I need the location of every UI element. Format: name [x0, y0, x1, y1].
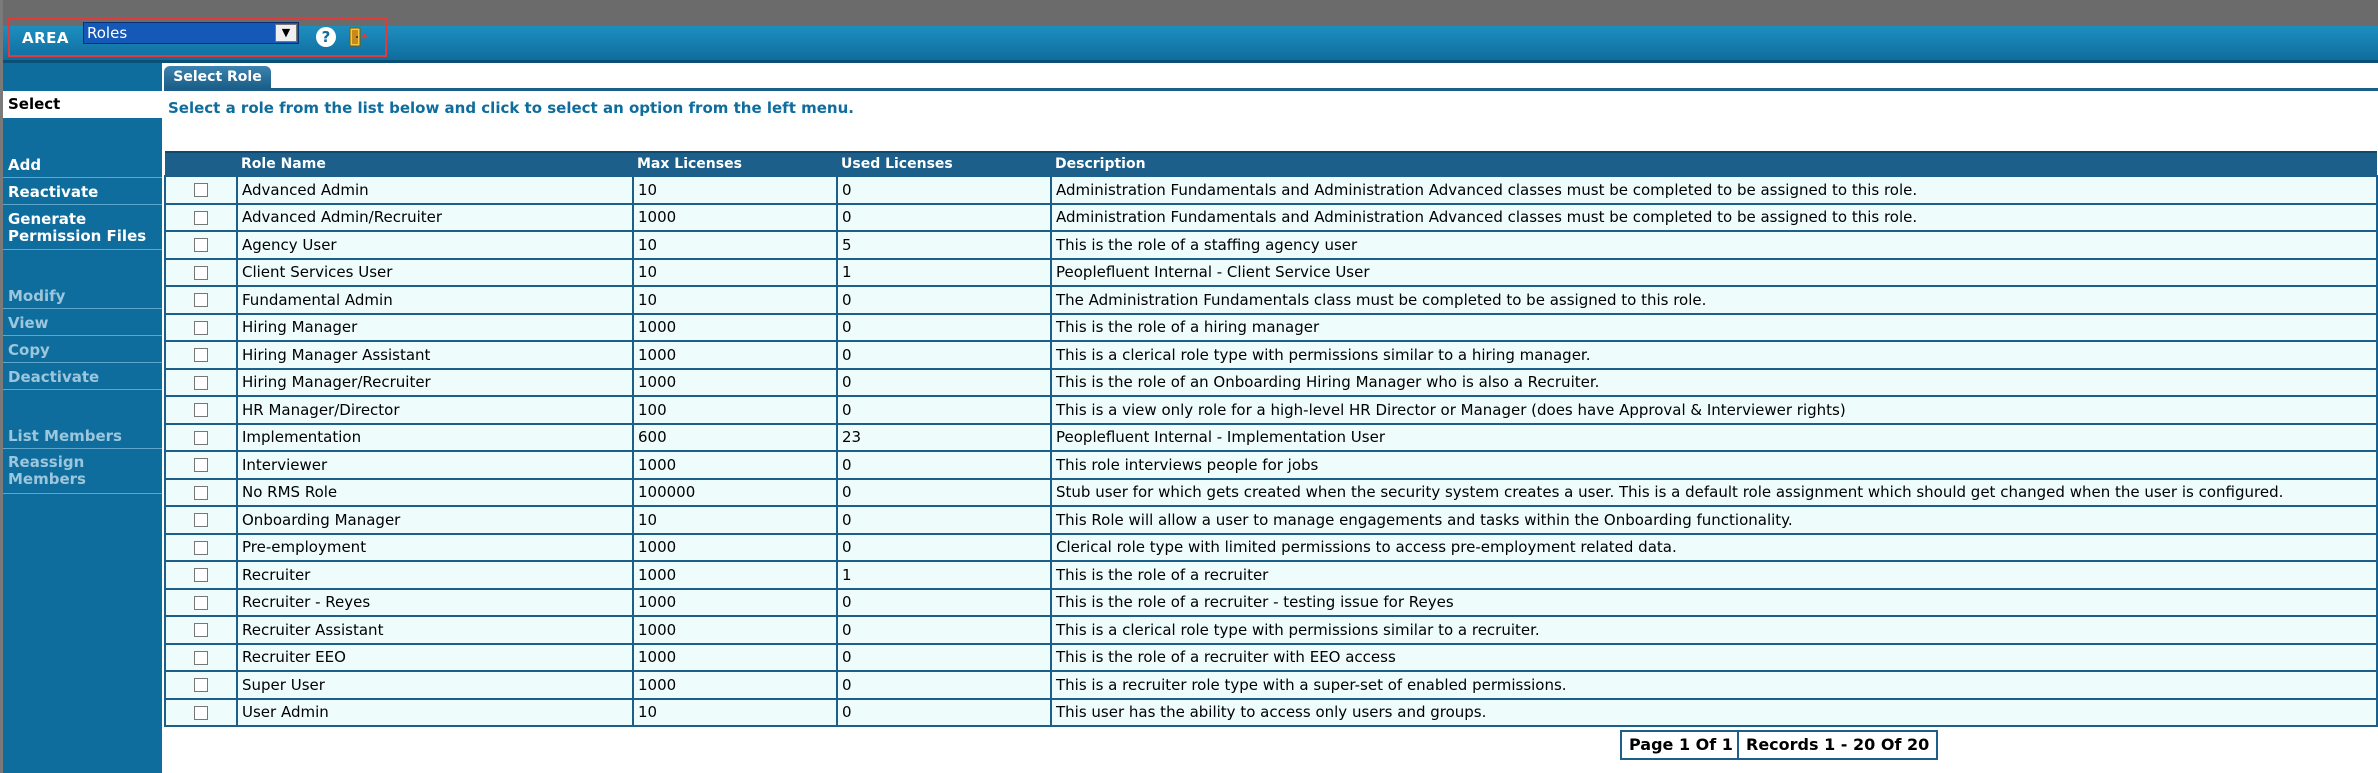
row-checkbox[interactable]	[194, 568, 208, 582]
sidebar-item-reassign-members[interactable]: Reassign Members	[3, 450, 162, 494]
sidebar-item-copy[interactable]: Copy	[3, 337, 162, 363]
cell-role-name: Agency User	[237, 231, 633, 259]
help-icon[interactable]: ?	[316, 27, 336, 47]
cell-used-licenses: 0	[837, 534, 1051, 562]
cell-used-licenses: 0	[837, 479, 1051, 507]
cell-role-name: Recruiter	[237, 561, 633, 589]
table-row[interactable]	[165, 424, 2377, 452]
cell-role-name: Recruiter - Reyes	[237, 589, 633, 617]
cell-used-licenses: 23	[837, 424, 1051, 452]
table-row[interactable]	[165, 699, 2377, 727]
cell-max-licenses: 1000	[633, 671, 837, 699]
cell-max-licenses: 1000	[633, 561, 837, 589]
roles-table	[164, 151, 2378, 727]
cell-role-name: Advanced Admin/Recruiter	[237, 204, 633, 232]
row-checkbox[interactable]	[194, 238, 208, 252]
cell-used-licenses: 5	[837, 231, 1051, 259]
row-checkbox	[165, 644, 237, 672]
cell-used-licenses: 0	[837, 369, 1051, 397]
row-checkbox	[165, 341, 237, 369]
area-label: AREA	[22, 29, 70, 47]
cell-max-licenses: 1000	[633, 341, 837, 369]
cell-role-name: Recruiter EEO	[237, 644, 633, 672]
cell-role-name: Super User	[237, 671, 633, 699]
table-row[interactable]	[165, 314, 2377, 342]
tab-select-role[interactable]: Select Role	[164, 66, 271, 88]
row-checkbox[interactable]	[194, 513, 208, 527]
row-checkbox[interactable]	[194, 266, 208, 280]
area-selected-value: Roles	[87, 24, 128, 42]
cell-used-licenses: 1	[837, 259, 1051, 287]
cell-role-name: Recruiter Assistant	[237, 616, 633, 644]
row-checkbox[interactable]	[194, 348, 208, 362]
cell-role-name: Client Services User	[237, 259, 633, 287]
table-row[interactable]	[165, 671, 2377, 699]
table-row[interactable]	[165, 341, 2377, 369]
row-checkbox	[165, 699, 237, 727]
cell-used-licenses: 0	[837, 451, 1051, 479]
cell-max-licenses: 600	[633, 424, 837, 452]
table-row[interactable]	[165, 176, 2377, 204]
row-checkbox	[165, 259, 237, 287]
row-checkbox	[165, 479, 237, 507]
row-checkbox[interactable]	[194, 431, 208, 445]
cell-used-licenses: 0	[837, 341, 1051, 369]
cell-description: This is the role of a staffing agency user	[1051, 231, 2377, 259]
column-header-used-licenses: Used Licenses	[837, 152, 1051, 176]
cell-role-name: User Admin	[237, 699, 633, 727]
cell-used-licenses: 0	[837, 589, 1051, 617]
cell-max-licenses: 1000	[633, 369, 837, 397]
cell-description: This is the role of a recruiter	[1051, 561, 2377, 589]
column-header-role-name: Role Name	[237, 152, 633, 176]
row-checkbox	[165, 534, 237, 562]
page-indicator: Page 1 Of 1	[1620, 730, 1742, 760]
row-checkbox	[165, 451, 237, 479]
cell-description: This role interviews people for jobs	[1051, 451, 2377, 479]
cell-description: This is the role of an Onboarding Hiring Manager who is also a Recruiter.	[1051, 369, 2377, 397]
cell-description: This is a clerical role type with permissions similar to a recruiter.	[1051, 616, 2377, 644]
table-row[interactable]	[165, 396, 2377, 424]
sidebar-item-generate-permission-files[interactable]: Generate Permission Files	[3, 206, 162, 250]
row-checkbox	[165, 369, 237, 397]
cell-used-licenses: 0	[837, 286, 1051, 314]
table-row[interactable]	[165, 506, 2377, 534]
cell-used-licenses: 0	[837, 644, 1051, 672]
row-checkbox[interactable]	[194, 541, 208, 555]
window-edge	[0, 0, 3, 773]
sidebar-item-add[interactable]: Add	[3, 152, 162, 178]
table-row[interactable]	[165, 479, 2377, 507]
cell-description: Administration Fundamentals and Administration Advanced classes must be completed to be assigned to this role.	[1051, 204, 2377, 232]
area-select[interactable]	[83, 22, 299, 44]
sidebar-item-modify[interactable]: Modify	[3, 283, 162, 309]
row-checkbox[interactable]	[194, 376, 208, 390]
cell-used-licenses: 1	[837, 561, 1051, 589]
row-checkbox	[165, 506, 237, 534]
row-checkbox[interactable]	[194, 486, 208, 500]
cell-used-licenses: 0	[837, 204, 1051, 232]
cell-max-licenses: 100000	[633, 479, 837, 507]
chevron-down-icon[interactable]: ▼	[275, 24, 297, 42]
cell-description: This is a clerical role type with permissions similar to a hiring manager.	[1051, 341, 2377, 369]
column-header-max-licenses: Max Licenses	[633, 152, 837, 176]
cell-description: Stub user for which gets created when the security system creates a user. This is a default role assignment which should get changed when the user is configured.	[1051, 479, 2377, 507]
row-checkbox	[165, 176, 237, 204]
row-checkbox	[165, 561, 237, 589]
table-row[interactable]	[165, 231, 2377, 259]
cell-description: Administration Fundamentals and Administration Advanced classes must be completed to be assigned to this role.	[1051, 176, 2377, 204]
cell-used-licenses: 0	[837, 616, 1051, 644]
cell-max-licenses: 1000	[633, 616, 837, 644]
cell-used-licenses: 0	[837, 396, 1051, 424]
row-checkbox	[165, 589, 237, 617]
table-row[interactable]	[165, 561, 2377, 589]
table-row[interactable]	[165, 534, 2377, 562]
cell-max-licenses: 10	[633, 176, 837, 204]
column-header-description: Description	[1051, 152, 2377, 176]
row-checkbox	[165, 286, 237, 314]
cell-max-licenses: 10	[633, 286, 837, 314]
cell-max-licenses: 1000	[633, 451, 837, 479]
row-checkbox[interactable]	[194, 651, 208, 665]
cell-used-licenses: 0	[837, 506, 1051, 534]
table-row[interactable]	[165, 616, 2377, 644]
checkbox-column-header	[165, 152, 237, 176]
cell-description: This is a view only role for a high-level HR Director or Manager (does have Approval & Interviewer rights)	[1051, 396, 2377, 424]
cell-role-name: No RMS Role	[237, 479, 633, 507]
cell-used-licenses: 0	[837, 176, 1051, 204]
cell-role-name: Fundamental Admin	[237, 286, 633, 314]
row-checkbox[interactable]	[194, 403, 208, 417]
row-checkbox	[165, 424, 237, 452]
records-indicator: Records 1 - 20 Of 20	[1737, 730, 1938, 760]
cell-max-licenses: 1000	[633, 534, 837, 562]
table-row[interactable]	[165, 369, 2377, 397]
row-checkbox	[165, 231, 237, 259]
cell-role-name: Hiring Manager	[237, 314, 633, 342]
cell-max-licenses: 10	[633, 231, 837, 259]
table-row[interactable]	[165, 204, 2377, 232]
sidebar-item-deactivate[interactable]: Deactivate	[3, 364, 162, 390]
cell-description: This is the role of a recruiter - testing issue for Reyes	[1051, 589, 2377, 617]
sidebar-item-list-members[interactable]: List Members	[3, 423, 162, 449]
cell-role-name: Implementation	[237, 424, 633, 452]
cell-description: Peoplefluent Internal - Implementation User	[1051, 424, 2377, 452]
cell-max-licenses: 1000	[633, 644, 837, 672]
cell-max-licenses: 10	[633, 506, 837, 534]
cell-role-name: Hiring Manager Assistant	[237, 341, 633, 369]
instruction-text: Select a role from the list below and click to select an option from the left menu.	[168, 99, 854, 117]
table-header-row	[165, 152, 2377, 176]
table-row[interactable]	[165, 259, 2377, 287]
cell-max-licenses: 1000	[633, 589, 837, 617]
cell-max-licenses: 10	[633, 259, 837, 287]
cell-role-name: Advanced Admin	[237, 176, 633, 204]
exit-door-icon[interactable]	[346, 26, 368, 48]
sidebar-item-view[interactable]: View	[3, 310, 162, 336]
table-row[interactable]	[165, 644, 2377, 672]
cell-role-name: Pre-employment	[237, 534, 633, 562]
cell-role-name: Onboarding Manager	[237, 506, 633, 534]
sidebar-item-select[interactable]: Select	[3, 91, 162, 118]
row-checkbox[interactable]	[194, 596, 208, 610]
cell-role-name: HR Manager/Director	[237, 396, 633, 424]
row-checkbox[interactable]	[194, 293, 208, 307]
cell-max-licenses: 10	[633, 699, 837, 727]
cell-description: This Role will allow a user to manage engagements and tasks within the Onboarding functionality.	[1051, 506, 2377, 534]
row-checkbox	[165, 314, 237, 342]
row-checkbox[interactable]	[194, 211, 208, 225]
cell-description: This is a recruiter role type with a super-set of enabled permissions.	[1051, 671, 2377, 699]
row-checkbox[interactable]	[194, 458, 208, 472]
cell-description: This user has the ability to access only users and groups.	[1051, 699, 2377, 727]
row-checkbox[interactable]	[194, 678, 208, 692]
row-checkbox	[165, 396, 237, 424]
cell-description: Clerical role type with limited permissions to access pre-employment related data.	[1051, 534, 2377, 562]
cell-used-licenses: 0	[837, 671, 1051, 699]
table-row[interactable]	[165, 286, 2377, 314]
cell-description: This is the role of a recruiter with EEO access	[1051, 644, 2377, 672]
row-checkbox[interactable]	[194, 321, 208, 335]
cell-max-licenses: 1000	[633, 314, 837, 342]
sidebar-item-reactivate[interactable]: Reactivate	[3, 179, 162, 205]
cell-role-name: Interviewer	[237, 451, 633, 479]
table-row[interactable]	[165, 589, 2377, 617]
row-checkbox	[165, 204, 237, 232]
cell-description: Peoplefluent Internal - Client Service User	[1051, 259, 2377, 287]
row-checkbox[interactable]	[194, 706, 208, 720]
row-checkbox[interactable]	[194, 623, 208, 637]
tab-underline	[164, 88, 2378, 91]
cell-description: The Administration Fundamentals class must be completed to be assigned to this role.	[1051, 286, 2377, 314]
sidebar	[0, 63, 162, 773]
cell-description: This is the role of a hiring manager	[1051, 314, 2377, 342]
cell-max-licenses: 100	[633, 396, 837, 424]
row-checkbox	[165, 616, 237, 644]
cell-max-licenses: 1000	[633, 204, 837, 232]
cell-used-licenses: 0	[837, 314, 1051, 342]
cell-used-licenses: 0	[837, 699, 1051, 727]
row-checkbox[interactable]	[194, 183, 208, 197]
table-row[interactable]	[165, 451, 2377, 479]
cell-role-name: Hiring Manager/Recruiter	[237, 369, 633, 397]
row-checkbox	[165, 671, 237, 699]
